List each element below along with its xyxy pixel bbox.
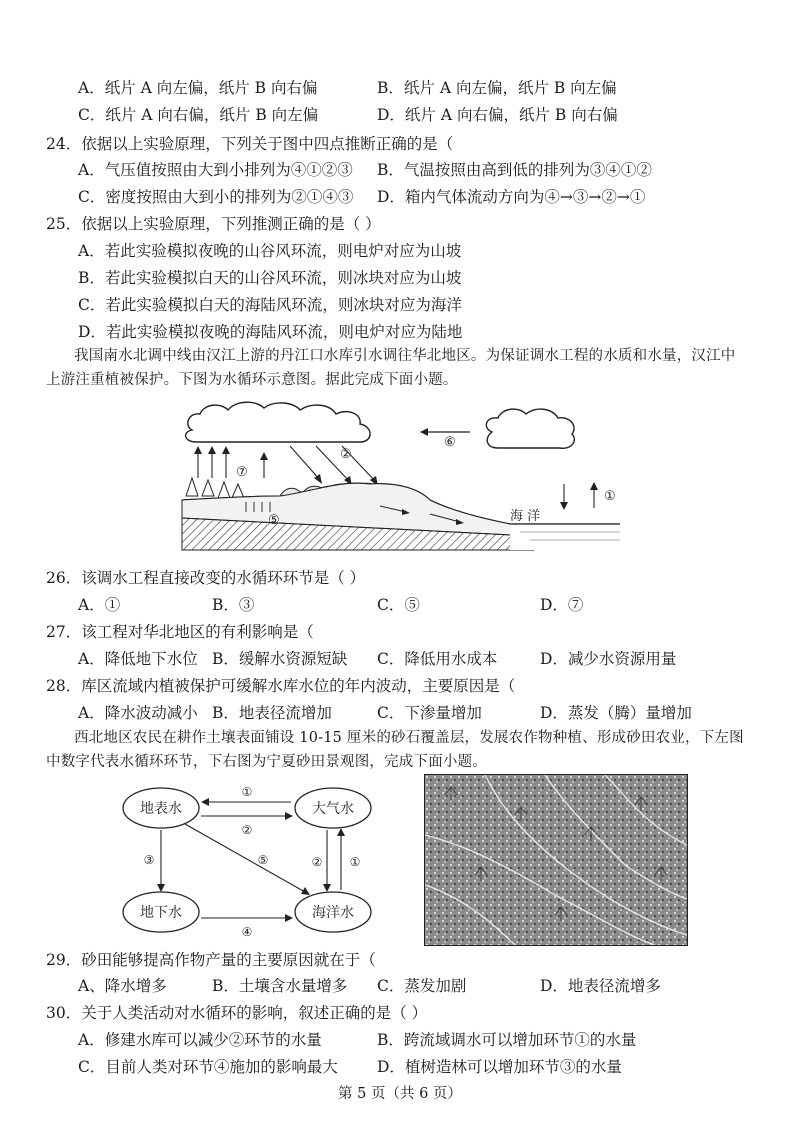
page-footer: 第 5 页（共 6 页） bbox=[338, 1086, 462, 1102]
q30-option-b: B．跨流域调水可以增加环节①的水量 bbox=[377, 1031, 637, 1049]
node-atmospheric-water: 大气水 bbox=[312, 801, 354, 817]
q30-option-d: D．植树造林可以增加环节③的水量 bbox=[377, 1058, 622, 1076]
flow-label-1-top: ① bbox=[241, 785, 253, 799]
q25-option-c: C．若此实验模拟白天的海陆风环流，则冰块对应为海洋 bbox=[78, 296, 462, 314]
q29-option-c: C．蒸发加剧 bbox=[377, 977, 467, 995]
flow-label-2-top: ② bbox=[241, 823, 253, 837]
q25-option-a: A．若此实验模拟夜晚的山谷风环流，则电炉对应为山坡 bbox=[78, 242, 462, 260]
q28-option-a: A．降水波动减小 bbox=[78, 704, 198, 722]
land-cloud bbox=[186, 402, 370, 442]
q27-option-c: C．降低用水成本 bbox=[377, 650, 498, 668]
flow-label-2-right: ② bbox=[311, 855, 323, 869]
q24-option-c: C．密度按照由大到小的排列为②①④③ bbox=[78, 188, 354, 206]
q27-stem: 27．该工程对华北地区的有利影响是（ bbox=[46, 623, 314, 641]
flow-label-1-right: ① bbox=[349, 855, 361, 869]
q23-option-c: C．纸片 A 向右偏，纸片 B 向左偏 bbox=[78, 106, 319, 124]
q27-option-d: D．减少水资源用量 bbox=[540, 650, 677, 668]
q26-stem: 26．该调水工程直接改变的水循环环节是（ ） bbox=[46, 569, 366, 587]
q26-option-c: C．⑤ bbox=[377, 596, 420, 614]
water-cycle-diagram bbox=[180, 400, 620, 550]
q28-option-c: C．下渗量增加 bbox=[377, 704, 482, 722]
q29-option-d: D．地表径流增多 bbox=[540, 977, 661, 995]
label-6: ⑥ bbox=[444, 435, 456, 450]
q24-stem: 24．依据以上实验原理，下列关于图中四点推断正确的是（ bbox=[46, 135, 454, 153]
q27-option-a: A．降低地下水位 bbox=[78, 650, 198, 668]
node-surface-water: 地表水 bbox=[140, 801, 182, 817]
label-7: ⑦ bbox=[236, 465, 248, 480]
sand-field-photo bbox=[424, 774, 688, 946]
q28-option-b: B．地表径流增加 bbox=[212, 704, 332, 722]
q25-option-b: B．若此实验模拟白天的山谷风环流，则冰块对应为山坡 bbox=[78, 269, 462, 287]
sea-cloud bbox=[486, 409, 574, 448]
flow-label-5: ⑤ bbox=[257, 853, 269, 867]
node-ocean-water: 海洋水 bbox=[312, 905, 354, 921]
q25-option-d: D．若此实验模拟夜晚的海陆风环流，则电炉对应为陆地 bbox=[78, 323, 463, 341]
q30-option-c: C．目前人类对环节④施加的影响最大 bbox=[78, 1058, 338, 1076]
q28-option-d: D．蒸发（腾）量增加 bbox=[540, 704, 692, 722]
sea-label: 海 洋 bbox=[510, 509, 541, 524]
q26-option-b: B．③ bbox=[212, 596, 255, 614]
q30-option-a: A．修建水库可以减少②环节的水量 bbox=[78, 1031, 322, 1049]
q24-option-b: B．气温按照由高到低的排列为③④①② bbox=[377, 161, 652, 179]
q28-stem: 28．库区流域内植被保护可缓解水库水位的年内波动，主要原因是（ bbox=[46, 677, 516, 695]
q29-stem: 29．砂田能够提高作物产量的主要原因就在于（ bbox=[46, 951, 376, 969]
label-2: ② bbox=[340, 447, 352, 462]
flow-label-4: ④ bbox=[241, 925, 253, 939]
water-cycle-flowchart bbox=[115, 778, 405, 948]
q24-option-a: A．气压值按照由大到小排列为④①②③ bbox=[78, 161, 353, 179]
trees bbox=[186, 478, 244, 498]
q25-stem: 25．依据以上实验原理，下列推测正确的是（ ） bbox=[46, 215, 381, 233]
q23-option-b: B．纸片 A 向左偏，纸片 B 向左偏 bbox=[377, 79, 617, 97]
passage-sand-field: 西北地区农民在耕作土壤表面铺设 10-15 厘米的砂石覆盖层，发展农作物种植、形成砂田农业，下左图中数字代表水循环环节，下右图为宁夏砂田景观图，完成下面小题。 bbox=[46, 730, 744, 770]
q27-option-b: B．缓解水资源短缺 bbox=[212, 650, 348, 668]
flow-label-3: ③ bbox=[143, 853, 155, 867]
label-1: ① bbox=[604, 489, 616, 504]
q24-option-d: D．箱内气体流动方向为④→③→②→① bbox=[377, 188, 646, 206]
q26-option-a: A．① bbox=[78, 596, 121, 614]
q23-option-d: D．纸片 A 向右偏，纸片 B 向右偏 bbox=[377, 106, 618, 124]
q23-option-a: A．纸片 A 向左偏，纸片 B 向右偏 bbox=[78, 79, 318, 97]
label-5: ⑤ bbox=[268, 513, 280, 528]
passage-water-diversion: 我国南水北调中线由汉江上游的丹江口水库引水调往华北地区。为保证调水工程的水质和水量，汉江中上游注重植被保护。下图为水循环示意图。据此完成下面小题。 bbox=[46, 348, 736, 388]
q26-option-d: D．⑦ bbox=[540, 596, 584, 614]
q29-option-a: A、降水增多 bbox=[78, 977, 167, 995]
q30-stem: 30．关于人类活动对水循环的影响，叙述正确的是（ ） bbox=[46, 1004, 428, 1022]
q29-option-b: B．土壤含水量增多 bbox=[212, 977, 348, 995]
node-ground-water: 地下水 bbox=[140, 905, 182, 921]
